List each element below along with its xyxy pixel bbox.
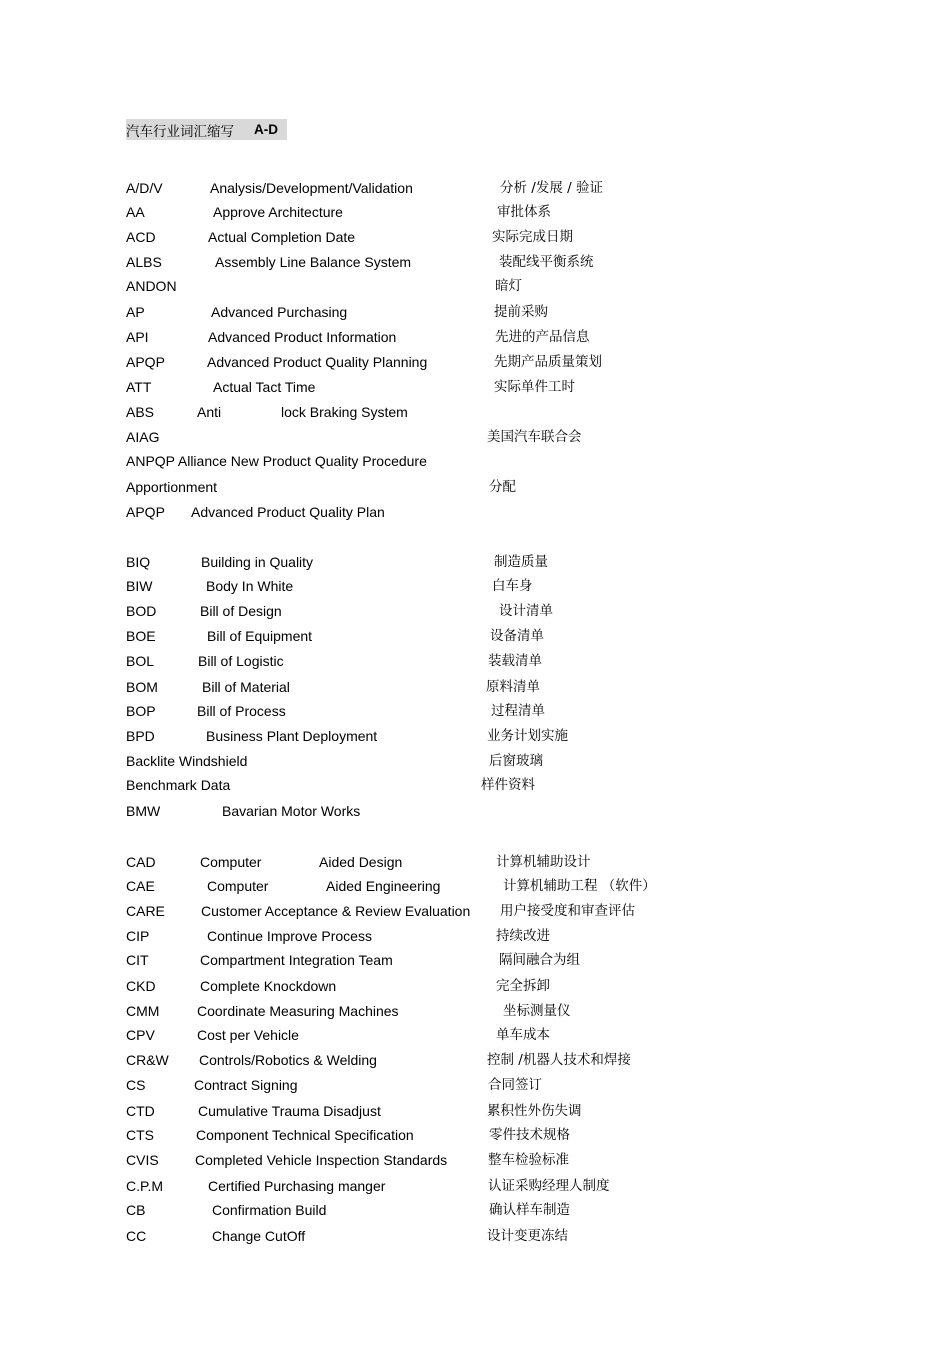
english-term: Continue Improve Process [207,928,372,944]
chinese-term: 认证采购经理人制度 [488,1178,610,1194]
english-term: Component Technical Specification [196,1127,414,1143]
english-term: Assembly Line Balance System [215,254,412,270]
chinese-term: 分配 [489,479,516,495]
chinese-term: 完全拆卸 [496,978,550,994]
chinese-term: 原料清单 [486,679,540,695]
chinese-term: 设计变更冻结 [487,1228,568,1244]
abbreviation: BOE [126,628,156,644]
chinese-term: 先期产品质量策划 [494,354,602,370]
chinese-term: 设计清单 [499,603,553,619]
english-term: Compartment Integration Team [200,952,393,968]
english-term: Body In White [206,578,294,594]
english-term: Building in Quality [201,554,314,570]
chinese-term: 累积性外伤失调 [487,1103,582,1119]
abbreviation: C.P.M [126,1178,164,1194]
abbreviation: ATT [126,379,152,395]
english-term-continued: Aided Design [319,854,403,870]
abbreviation: API [126,329,149,345]
chinese-term: 计算机辅助设计 [496,854,591,870]
abbreviation: Backlite Windshield [126,753,248,769]
abbreviation: BIQ [126,554,151,570]
chinese-term: 美国汽车联合会 [487,429,582,445]
abbreviation: ANPQP Alliance New Product Quality Procedure [126,453,427,469]
abbreviation: A/D/V [126,180,163,196]
chinese-term: 零件技术规格 [489,1127,570,1143]
abbreviation: BOD [126,603,157,619]
english-term: Advanced Purchasing [211,304,348,320]
abbreviation: ANDON [126,278,177,294]
abbreviation: CIP [126,928,150,944]
chinese-term: 样件资料 [481,777,535,793]
english-term: Bavarian Motor Works [222,803,361,819]
abbreviation: BOL [126,653,155,669]
chinese-term: 整车检验标准 [488,1152,569,1168]
english-term: Cumulative Trauma Disadjust [198,1103,381,1119]
chinese-term: 先进的产品信息 [495,329,590,345]
abbreviation: CKD [126,978,156,994]
abbreviation: CB [126,1202,146,1218]
english-term: Advanced Product Quality Planning [207,354,428,370]
abbreviation: BIW [126,578,153,594]
abbreviation: BPD [126,728,155,744]
chinese-term: 制造质量 [494,554,548,570]
abbreviation: ABS [126,404,155,420]
chinese-term: 暗灯 [495,278,522,294]
title-chinese: 汽车行业词汇缩写 [126,123,234,140]
english-term: Change CutOff [212,1228,306,1244]
english-term: Computer [207,878,269,894]
abbreviation: BOM [126,679,158,695]
abbreviation: CVIS [126,1152,159,1168]
chinese-term: 后窗玻璃 [489,753,543,769]
english-term: Coordinate Measuring Machines [197,1003,399,1019]
english-term: Confirmation Build [212,1202,327,1218]
chinese-term: 业务计划实施 [487,728,568,744]
english-term: Certified Purchasing manger [208,1178,386,1194]
abbreviation: CTD [126,1103,155,1119]
abbreviation: AIAG [126,429,160,445]
abbreviation: BOP [126,703,156,719]
english-term: Anti [197,404,222,420]
english-term-continued: lock Braking System [281,404,408,420]
chinese-term: 白车身 [492,578,533,594]
abbreviation: Apportionment [126,479,218,495]
chinese-term: 装载清单 [488,653,542,669]
abbreviation: CTS [126,1127,154,1143]
abbreviation: ACD [126,229,156,245]
english-term: Advanced Product Information [208,329,397,345]
english-term: Bill of Material [202,679,290,695]
abbreviation: AP [126,304,145,320]
english-term: Contract Signing [194,1077,298,1093]
english-term: Completed Vehicle Inspection Standards [195,1152,448,1168]
page-title [126,119,287,140]
english-term: Controls/Robotics & Welding [199,1052,377,1068]
chinese-term: 用户接受度和审查评估 [500,903,635,919]
chinese-term: 提前采购 [494,304,548,320]
english-term: Approve Architecture [213,204,343,220]
english-term: Computer [200,854,262,870]
chinese-term: 过程清单 [491,703,545,719]
english-term: Complete Knockdown [200,978,337,994]
abbreviation: ALBS [126,254,162,270]
english-term-continued: Aided Engineering [326,878,441,894]
chinese-term: 计算机辅助工程 （软件） [503,878,656,894]
english-term: Actual Tact Time [213,379,316,395]
abbreviation: CPV [126,1027,155,1043]
english-term: Bill of Equipment [207,628,313,644]
english-term: Customer Acceptance & Review Evaluation [201,903,471,919]
abbreviation: BMW [126,803,161,819]
abbreviation: Benchmark Data [126,777,231,793]
abbreviation: CR&W [126,1052,169,1068]
english-term: Actual Completion Date [208,229,356,245]
english-term: Bill of Process [197,703,286,719]
abbreviation: CAD [126,854,156,870]
chinese-term: 单车成本 [496,1027,550,1043]
chinese-term: 隔间融合为组 [499,952,580,968]
english-term: Bill of Logistic [198,653,284,669]
chinese-term: 实际单件工时 [494,379,575,395]
chinese-term: 分析 /发展 / 验证 [500,180,603,196]
abbreviation: AA [126,204,145,220]
abbreviation: CC [126,1228,147,1244]
english-term: Bill of Design [200,603,282,619]
english-term: Advanced Product Quality Plan [191,504,385,520]
chinese-term: 控制 /机器人技术和焊接 [487,1052,631,1068]
chinese-term: 设备清单 [490,628,544,644]
chinese-term: 装配线平衡系统 [499,254,594,270]
abbreviation: CS [126,1077,146,1093]
english-term: Cost per Vehicle [197,1027,299,1043]
english-term: Business Plant Deployment [206,728,378,744]
abbreviation: CARE [126,903,165,919]
chinese-term: 持续改进 [496,928,550,944]
title-range: A-D [254,122,278,137]
abbreviation: APQP [126,504,165,520]
abbreviation: CMM [126,1003,160,1019]
chinese-term: 确认样车制造 [489,1202,570,1218]
english-term: Analysis/Development/Validation [210,180,413,196]
abbreviation: CAE [126,878,155,894]
chinese-term: 实际完成日期 [492,229,573,245]
chinese-term: 审批体系 [497,204,551,220]
abbreviation: APQP [126,354,165,370]
abbreviation: CIT [126,952,149,968]
chinese-term: 坐标测量仪 [503,1003,571,1019]
chinese-term: 合同签订 [488,1077,542,1093]
